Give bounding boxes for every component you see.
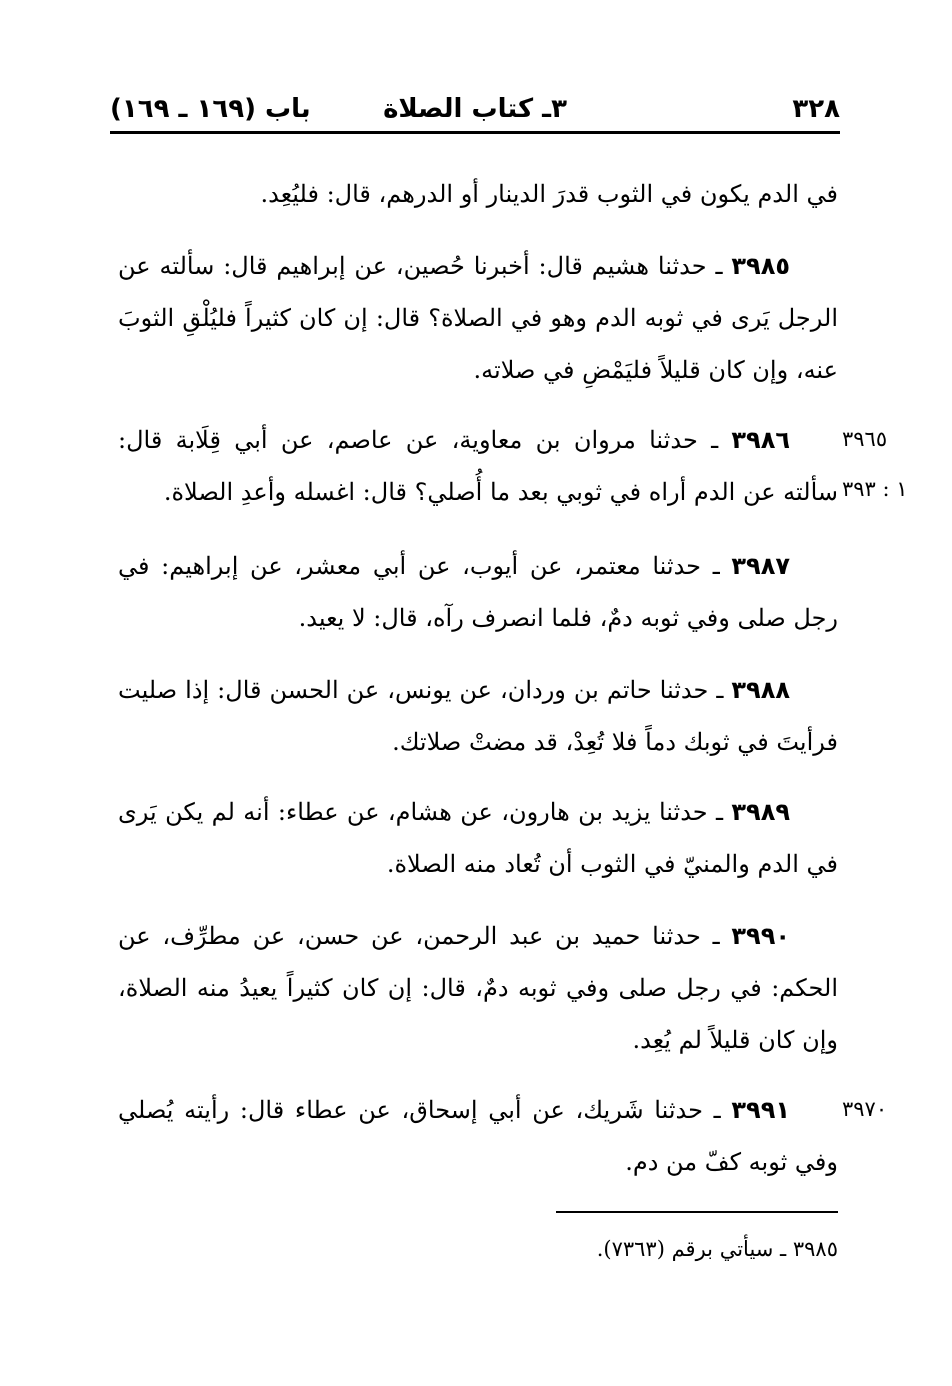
hadith-3989	[118, 786, 838, 890]
hadith-text: ـ حدثنا حاتم بن وردان، عن يونس، عن الحسن قال: إذا صليت فرأيتَ في ثوبك دماً فلا تُعِدْ، قد مضتْ صلاتك.	[118, 676, 838, 756]
hadith-3987	[118, 540, 838, 644]
hadith-number: ٣٩٩٠	[731, 922, 790, 950]
footnote-rule	[556, 1211, 838, 1213]
hadith-text: ـ حدثنا يزيد بن هارون، عن هشام، عن عطاء: أنه لم يكن يَرى في الدم والمنيّ في الثوب أن تُعاد منه الصلاة.	[118, 798, 838, 878]
hadith-3990	[118, 910, 838, 1066]
hadith-3986	[118, 414, 838, 518]
hadith-text: ـ حدثنا حميد بن عبد الرحمن، عن حسن، عن مطرِّف، عن الحكم: في رجل صلى وفي ثوبه دمٌ، قال: إن كان كثيراً يعيدُ منه الصلاة، وإن كان قليلاً لم يُعِد.	[118, 922, 838, 1054]
paragraph-text: في الدم يكون في الثوب قدرَ الدينار أو الدرهم، قال: فليُعِد.	[260, 180, 838, 208]
hadith-number: ٣٩٨٧	[731, 552, 790, 580]
hadith-text: ـ حدثنا معتمر، عن أيوب، عن أبي معشر، عن إبراهيم: في رجل صلى وفي ثوبه دمٌ، فلما انصرف رآه، قال: لا يعيد.	[118, 552, 838, 632]
hadith-number: ٣٩٨٩	[731, 798, 790, 826]
paragraph-continuation	[118, 168, 838, 220]
margin-reference: ٣٩٦٥	[842, 427, 888, 451]
header-rule	[110, 131, 840, 134]
hadith-number: ٣٩٨٥	[731, 252, 790, 280]
margin-reference: ١ : ٣٩٣	[842, 477, 908, 501]
hadith-3985	[118, 240, 838, 396]
hadith-text: ـ حدثنا مروان بن معاوية، عن عاصم، عن أبي قِلَابة قال: سألته عن الدم أراه في ثوبي بعد ما أُصلي؟ قال: اغسله وأعدِ الصلاة.	[118, 426, 838, 506]
hadith-text: ـ حدثنا شَريك، عن أبي إسحاق، عن عطاء قال: رأيته يُصلي وفي ثوبه كفّ من دم.	[118, 1096, 838, 1176]
hadith-3988	[118, 664, 838, 768]
page-number: ٣٢٨	[792, 94, 840, 124]
footnote: ٣٩٨٥ ـ سيأتي برقم (٧٣٦٣).	[596, 1237, 838, 1261]
chapter-range: باب (١٦٩ ـ ١٦٩)	[110, 94, 311, 124]
hadith-text: ـ حدثنا هشيم قال: أخبرنا حُصين، عن إبراهيم قال: سألته عن الرجل يَرى في ثوبه الدم وهو في الصلاة؟ قال: إن كان كثيراً فليُلْقِ الثوبَ عنه، وإن كان قليلاً فليَمْضِ في صلاته.	[118, 252, 838, 384]
margin-reference: ٣٩٧٠	[842, 1097, 888, 1121]
hadith-number: ٣٩٩١	[731, 1096, 790, 1124]
book-title: ٣ـ كتاب الصلاة	[383, 94, 567, 124]
page-header	[110, 86, 840, 136]
hadith-3991	[118, 1084, 838, 1188]
hadith-number: ٣٩٨٦	[731, 426, 790, 454]
hadith-number: ٣٩٨٨	[731, 676, 790, 704]
